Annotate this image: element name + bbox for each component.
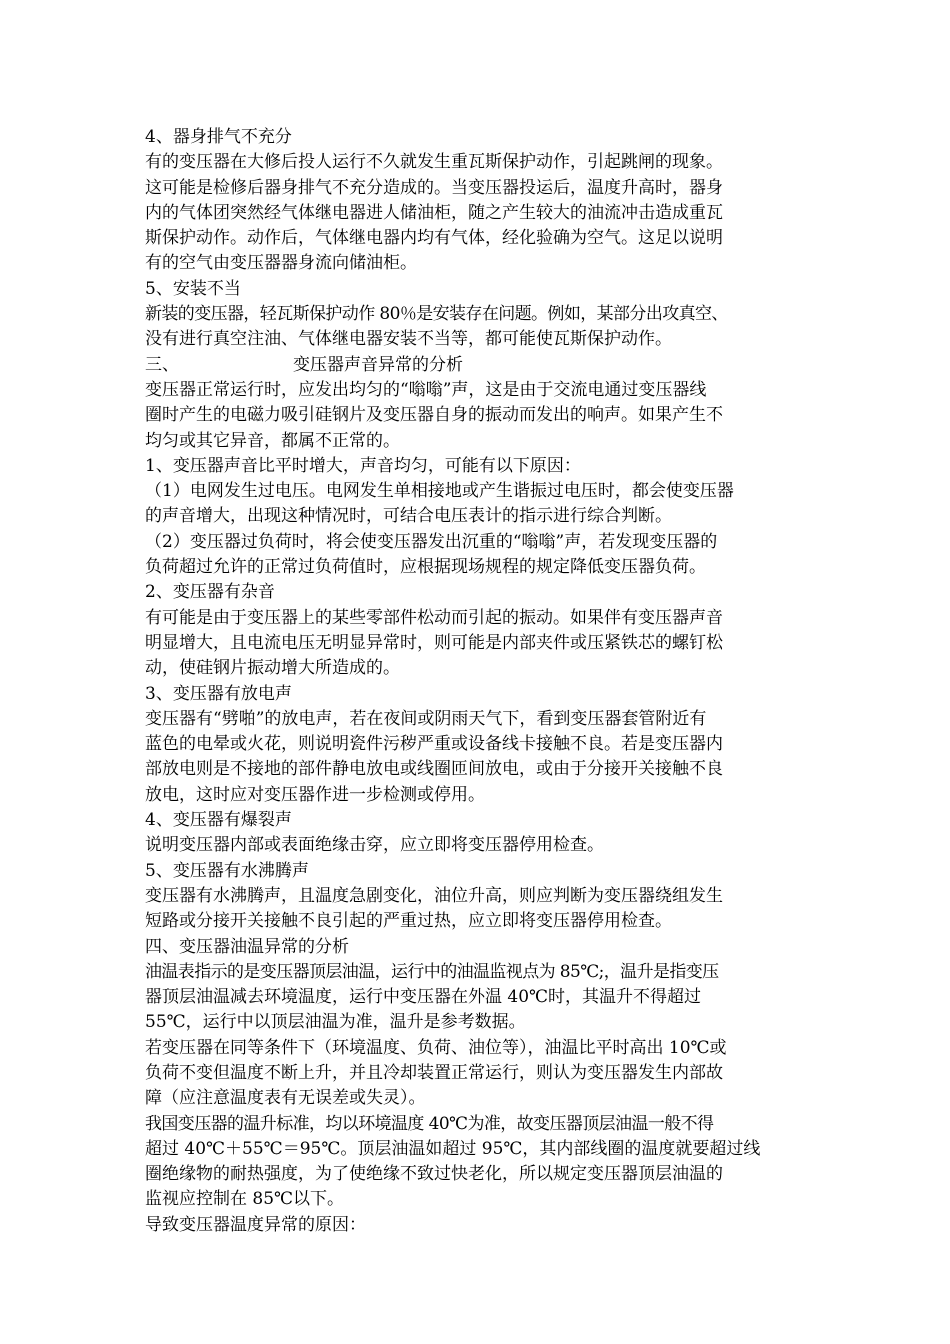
chapter-heading	[145, 353, 815, 378]
paragraph-line: 超过 40℃＋55℃＝95℃。顶层油温如超过 95℃，其内部线圈的温度就要超过线	[145, 1138, 761, 1159]
paragraph-line: 短路或分接开关接触不良引起的严重过热，应立即将变压器停用检查。	[145, 911, 672, 932]
chapter-heading: 四、变压器油温异常的分析	[145, 936, 349, 957]
paragraph-line: 说明变压器内部或表面绝缘击穿，应立即将变压器停用检查。	[145, 835, 604, 856]
paragraph-line: 监视应控制在 85℃以下。	[145, 1189, 345, 1210]
section-heading: 4、变压器有爆裂声	[145, 810, 292, 831]
paragraph-line: 没有进行真空注油、气体继电器安装不当等，都可能使瓦斯保护动作。	[145, 329, 672, 350]
paragraph-line: 圈绝缘物的耐热强度，为了使绝缘不致过快老化，所以规定变压器顶层油温的	[145, 1164, 723, 1185]
paragraph-line: 的声音增大，出现这种情况时，可结合电压表计的指示进行综合判断。	[145, 506, 672, 527]
paragraph-line: 有可能是由于变压器上的某些零部件松动而引起的振动。如果伴有变压器声音	[145, 607, 723, 628]
paragraph-line: 部放电则是不接地的部件静电放电或线圈匝间放电，或由于分接开关接触不良	[145, 759, 723, 780]
section-heading: 2、变压器有杂音	[145, 582, 275, 603]
chapter-title: 变压器声音异常的分析	[293, 354, 463, 375]
section-heading: 5、变压器有水沸腾声	[145, 860, 309, 881]
paragraph-line: 负荷超过允许的正常过负荷值时，应根据现场规程的规定降低变压器负荷。	[145, 557, 706, 578]
paragraph-line: 变压器有水沸腾声，且温度急剧变化，油位升高，则应判断为变压器绕组发生	[145, 885, 723, 906]
paragraph-line: 均匀或其它异音，都属不正常的。	[145, 430, 400, 451]
document-page	[145, 125, 815, 1238]
paragraph-line: 这可能是检修后器身排气不充分造成的。当变压器投运后，温度升高时，器身	[145, 177, 723, 198]
paragraph-line: 导致变压器温度异常的原因：	[145, 1214, 366, 1235]
paragraph-line: 内的气体团突然经气体继电器进人储油柜，随之产生较大的油流冲击造成重瓦	[145, 202, 723, 223]
chapter-number: 三、	[145, 354, 179, 375]
paragraph-line: 若变压器在同等条件下（环境温度、负荷、油位等），油温比平时高出 10℃或	[145, 1037, 727, 1058]
paragraph-line: 蓝色的电晕或火花，则说明瓷件污秽严重或设备线卡接触不良。若是变压器内	[145, 734, 723, 755]
section-heading: 4、器身排气不充分	[145, 127, 292, 147]
paragraph-line: 新装的变压器，轻瓦斯保护动作 80％是安装存在问题。例如，某部分出攻真空、	[145, 304, 728, 325]
paragraph-line: 明显增大，且电流电压无明显异常时，则可能是内部夹件或压紧铁芯的螺钉松	[145, 632, 723, 653]
section-heading: 3、变压器有放电声	[145, 683, 292, 704]
paragraph-line: 有的变压器在大修后投人运行不久就发生重瓦斯保护动作，引起跳闸的现象。	[145, 152, 723, 173]
paragraph-line: 斯保护动作。动作后，气体继电器内均有气体，经化验确为空气。这足以说明	[145, 228, 723, 249]
paragraph-line: 我国变压器的温升标准，均以环境温度 40℃为准，故变压器顶层油温一般不得	[145, 1113, 714, 1134]
paragraph-line: 动，使硅钢片振动增大所造成的。	[145, 658, 400, 679]
paragraph-line: 变压器有“劈啪”的放电声，若在夜间或阴雨天气下，看到变压器套管附近有	[145, 708, 707, 729]
paragraph-line: 有的空气由变压器器身流向储油柜。	[145, 253, 417, 274]
paragraph-line: 负荷不变但温度不断上升，并且冷却装置正常运行，则认为变压器发生内部故	[145, 1062, 723, 1083]
paragraph-line: 圈时产生的电磁力吸引硅钢片及变压器自身的振动而发出的响声。如果产生不	[145, 405, 723, 426]
paragraph-line: （2）变压器过负荷时，将会使变压器发出沉重的“嗡嗡”声，若发现变压器的	[145, 531, 718, 552]
paragraph-line: 变压器正常运行时，应发出均匀的“嗡嗡”声，这是由于交流电通过变压器线	[145, 379, 707, 400]
paragraph-line: 油温表指示的是变压器顶层油温，运行中的油温监视点为 85℃;，温升是指变压	[145, 961, 719, 982]
section-heading: 5、安装不当	[145, 278, 241, 299]
section-heading: 1、变压器声音比平时增大，声音均匀，可能有以下原因：	[145, 455, 581, 476]
paragraph-line: 放电，这时应对变压器作进一步检测或停用。	[145, 784, 485, 805]
paragraph-line: 器顶层油温减去环境温度，运行中变压器在外温 40℃时，其温升不得超过	[145, 987, 702, 1008]
paragraph-line: 55℃，运行中以顶层油温为准，温升是参考数据。	[145, 1012, 526, 1033]
paragraph-line: （1）电网发生过电压。电网发生单相接地或产生谐振过电压时，都会使变压器	[145, 481, 734, 502]
paragraph-line: 障（应注意温度表有无误差或失灵）。	[145, 1088, 426, 1109]
